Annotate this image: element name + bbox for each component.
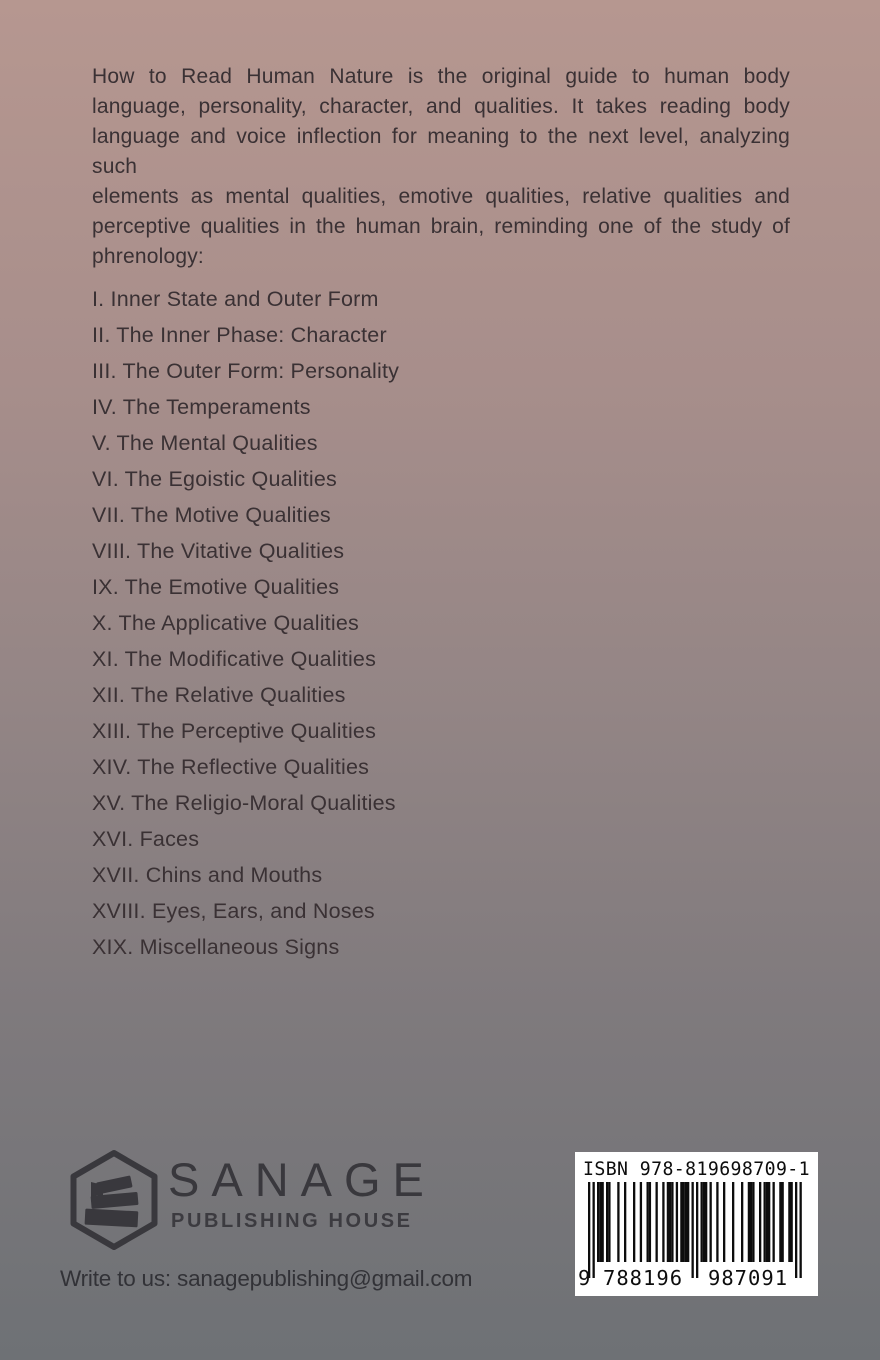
intro-line: elements as mental qualities, emotive qualities, relative qualities and (92, 185, 790, 208)
barcode-digit-group2: 987091 (708, 1266, 789, 1290)
chapter-list (92, 281, 790, 965)
chapter-item: XII. The Relative Qualities (92, 683, 346, 707)
chapter-item: XVIII. Eyes, Ears, and Noses (92, 899, 375, 923)
contact-email-line: Write to us: sanagepublishing@gmail.com (60, 1266, 473, 1291)
intro-paragraph (92, 62, 790, 272)
intro-line: phrenology: (92, 245, 204, 268)
cover-text-block (92, 62, 790, 965)
publisher-name: SANAGE (168, 1153, 436, 1206)
chapter-item: XI. The Modificative Qualities (92, 647, 377, 671)
chapter-item: I. Inner State and Outer Form (92, 287, 379, 311)
chapter-item: IV. The Temperaments (92, 395, 311, 419)
chapter-item: V. The Mental Qualities (92, 431, 318, 455)
chapter-item: XIX. Miscellaneous Signs (92, 935, 340, 959)
chapter-item: XV. The Religio-Moral Qualities (92, 791, 396, 815)
chapter-item: X. The Applicative Qualities (92, 611, 359, 635)
intro-line: How to Read Human Nature is the original guide to human body (92, 65, 790, 88)
publisher-tagline: PUBLISHING HOUSE (171, 1210, 413, 1232)
publisher-logo-block (64, 1146, 436, 1256)
isbn-label: ISBN 978-819698709-1 (583, 1159, 810, 1180)
chapter-item: IX. The Emotive Qualities (92, 575, 340, 599)
chapter-item: VI. The Egoistic Qualities (92, 467, 337, 491)
intro-line: language and voice inflection for meaning to the next level, analyzing such (92, 125, 790, 178)
chapter-item: XVI. Faces (92, 827, 200, 851)
chapter-item: VII. The Motive Qualities (92, 503, 331, 527)
chapter-item: XVII. Chins and Mouths (92, 863, 323, 887)
intro-line: language, personality, character, and qualities. It takes reading body (92, 95, 790, 118)
chapter-item: XIV. The Reflective Qualities (92, 755, 370, 779)
intro-line: perceptive qualities in the human brain, reminding one of the study of (92, 215, 790, 238)
barcode-digit-lead: 9 (578, 1266, 592, 1290)
chapter-item: II. The Inner Phase: Character (92, 323, 387, 347)
hexagon-book-stack-icon (64, 1148, 164, 1252)
chapter-item: XIII. The Perceptive Qualities (92, 719, 377, 743)
isbn-barcode (575, 1152, 818, 1301)
chapter-item: III. The Outer Form: Personality (92, 359, 400, 383)
chapter-item: VIII. The Vitative Qualities (92, 539, 345, 563)
barcode-digit-group1: 788196 (603, 1266, 684, 1290)
